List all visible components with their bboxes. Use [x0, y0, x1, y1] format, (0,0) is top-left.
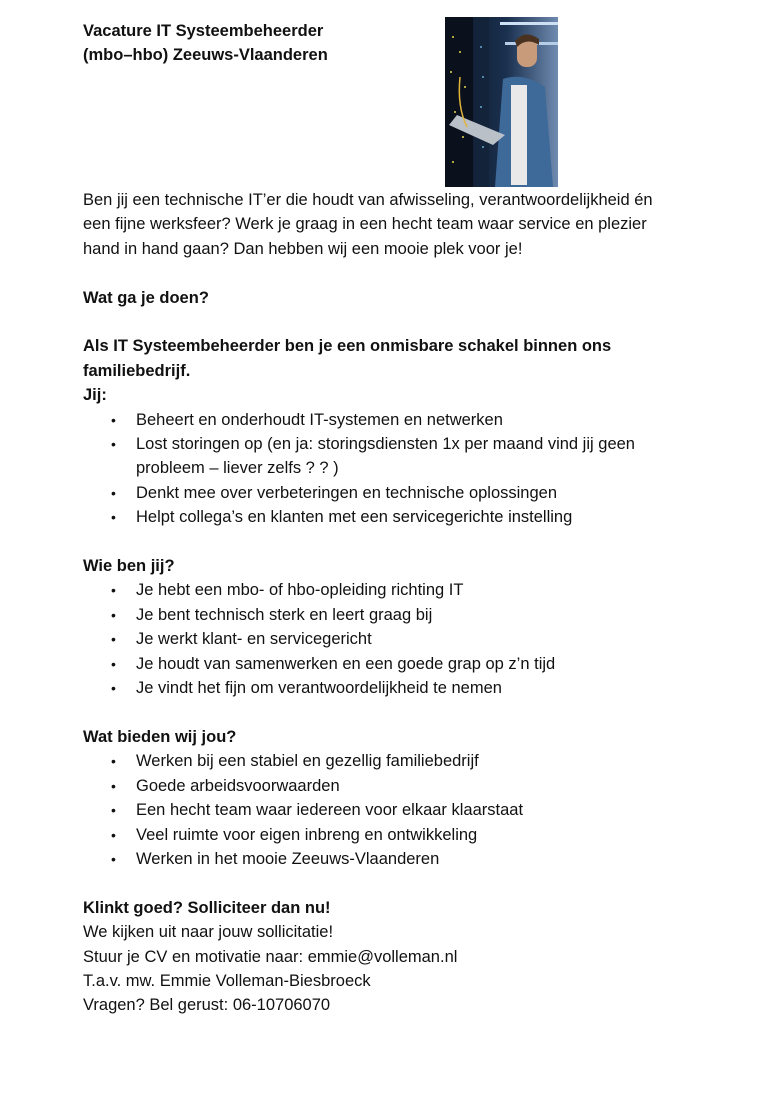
bullet-icon: • — [111, 411, 116, 428]
list-item — [83, 481, 743, 505]
list-item — [83, 505, 743, 529]
item-text: Beheert en onderhoudt IT-systemen en netwerken — [136, 410, 503, 429]
bullet-icon: • — [111, 826, 116, 843]
technician-image — [445, 17, 558, 187]
profile-list — [83, 578, 743, 700]
item-text: probleem – liever zelfs ? ? ) — [136, 459, 339, 478]
photo-it-technician — [445, 17, 558, 187]
bullet-icon: • — [111, 436, 116, 453]
bullet-icon: • — [111, 850, 116, 867]
item-text: Goede arbeidsvoorwaarden — [136, 776, 340, 795]
tasks-subheading: Jij: — [83, 386, 107, 405]
page-title — [83, 19, 423, 67]
item-text: Je houdt van samenwerken en een goede grap op z’n tijd — [136, 654, 556, 673]
bullet-icon: • — [111, 655, 116, 672]
item-text: Denkt mee over verbeteringen en technische oplossingen — [136, 483, 558, 502]
list-item — [83, 676, 743, 700]
bullet-icon: • — [111, 509, 116, 526]
section-heading-profile: Wie ben jij? — [83, 557, 175, 576]
intro-line: een fijne werksfeer? Werk je graag in een hecht team waar service en plezier — [83, 215, 647, 234]
section-heading-offer: Wat bieden wij jou? — [83, 727, 237, 746]
bullet-icon: • — [111, 582, 116, 599]
bullet-icon: • — [111, 606, 116, 623]
item-text: Een hecht team waar iedereen voor elkaar klaarstaat — [136, 801, 524, 820]
title-line: (mbo–hbo) Zeeuws-Vlaanderen — [83, 46, 328, 64]
list-item — [83, 823, 743, 847]
bullet-icon: • — [111, 680, 116, 697]
cta-heading: Klinkt goed? Solliciteer dan nu! — [83, 898, 331, 917]
intro-paragraph — [83, 188, 743, 261]
item-text: Helpt collega’s en klanten met een servicegerichte instelling — [136, 508, 573, 527]
list-item — [83, 432, 743, 481]
bullet-icon: • — [111, 777, 116, 794]
list-item — [83, 749, 743, 773]
lead-line: familiebedrijf. — [83, 361, 191, 380]
item-text: Werken in het mooie Zeeuws-Vlaanderen — [136, 849, 440, 868]
item-text: Je bent technisch sterk en leert graag bij — [136, 605, 433, 624]
title-line: Vacature IT Systeembeheerder — [83, 22, 324, 40]
cta-contact-line: T.a.v. mw. Emmie Volleman-Biesbroeck — [83, 971, 371, 990]
list-item — [83, 603, 743, 627]
cta-email-line[interactable]: Stuur je CV en motivatie naar: emmie@volleman.nl — [83, 947, 458, 966]
lead-line: Als IT Systeembeheerder ben je een onmisbare schakel binnen ons — [83, 337, 612, 356]
intro-line: hand in hand gaan? Dan hebben wij een mooie plek voor je! — [83, 239, 523, 258]
bullet-icon: • — [111, 631, 116, 648]
section-heading-tasks: Wat ga je doen? — [83, 288, 209, 307]
list-item — [83, 847, 743, 871]
list-item — [83, 798, 743, 822]
list-item — [83, 627, 743, 651]
vacancy-body — [83, 188, 743, 1018]
offer-list — [83, 749, 743, 871]
bullet-icon: • — [111, 484, 116, 501]
list-item — [83, 408, 743, 432]
item-text: Je werkt klant- en servicegericht — [136, 630, 372, 649]
list-item — [83, 578, 743, 602]
item-text: Je hebt een mbo- of hbo-opleiding richting IT — [136, 581, 464, 600]
intro-line: Ben jij een technische IT’er die houdt van afwisseling, verantwoordelijkheid én — [83, 191, 653, 209]
item-text: Werken bij een stabiel en gezellig familiebedrijf — [136, 752, 479, 771]
cta-line: We kijken uit naar jouw sollicitatie! — [83, 923, 334, 942]
item-text: Je vindt het fijn om verantwoordelijkheid te nemen — [136, 679, 502, 698]
list-item — [83, 652, 743, 676]
bullet-icon: • — [111, 802, 116, 819]
list-item — [83, 774, 743, 798]
tasks-list — [83, 408, 743, 530]
item-text: Veel ruimte voor eigen inbreng en ontwikkeling — [136, 825, 478, 844]
bullet-icon: • — [111, 753, 116, 770]
tasks-lead — [83, 334, 743, 383]
cta-phone-line[interactable]: Vragen? Bel gerust: 06-10706070 — [83, 996, 331, 1015]
item-text: Lost storingen op (en ja: storingsdiensten 1x per maand vind jij geen — [136, 435, 635, 454]
